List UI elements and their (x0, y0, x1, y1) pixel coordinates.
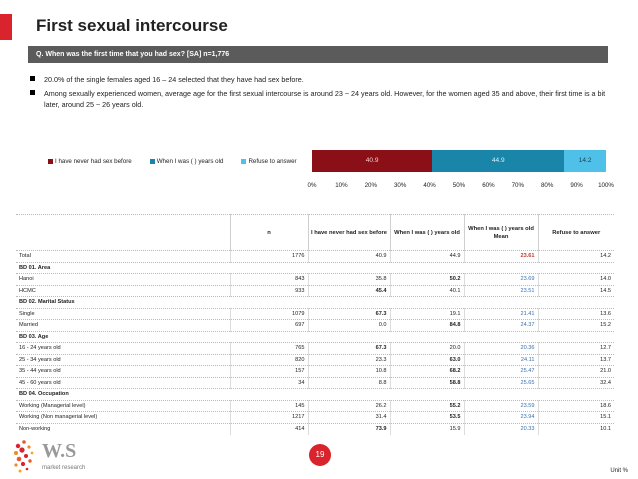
cell-mean: 25.65 (464, 377, 538, 389)
row-label: Total (16, 251, 230, 263)
table-row (16, 377, 614, 389)
row-label: HCMC (16, 285, 230, 297)
table-section-row (16, 389, 614, 401)
page-number: 19 (309, 444, 331, 466)
legend-item (241, 158, 296, 165)
header-n: n (230, 215, 308, 251)
question-banner: Q. When was the first time that you had sex? [SA] n=1,776 (28, 46, 608, 63)
table-section-row (16, 262, 614, 274)
tick-label: 80% (540, 182, 554, 189)
section-label: BD 01. Area (16, 262, 614, 274)
cell-never: 67.3 (308, 308, 390, 320)
row-label: 16 - 24 years old (16, 343, 230, 355)
square-bullet-icon (30, 90, 35, 95)
page-title: First sexual intercourse (36, 16, 228, 35)
cell-n: 1079 (230, 308, 308, 320)
legend-item (48, 158, 132, 165)
table-row (16, 274, 614, 286)
cell-n: 843 (230, 274, 308, 286)
finding-item (30, 88, 614, 110)
row-label: Hanoi (16, 274, 230, 286)
table-row (16, 251, 614, 263)
cell-mean: 23.94 (464, 412, 538, 424)
row-label: 35 - 44 years old (16, 366, 230, 378)
x-axis (307, 182, 614, 192)
unit-label: Unit % (610, 468, 628, 474)
row-label: Single (16, 308, 230, 320)
tick-label: 100% (598, 182, 614, 189)
header-never: I have never had sex before (308, 215, 390, 251)
cell-n: 697 (230, 320, 308, 332)
cell-when: 84.8 (390, 320, 464, 332)
cell-when: 55.2 (390, 400, 464, 412)
stacked-bar (312, 150, 606, 172)
cell-refuse: 32.4 (538, 377, 614, 389)
table-row (16, 343, 614, 355)
key-findings (30, 74, 614, 113)
table-row (16, 320, 614, 332)
header-blank (16, 215, 230, 251)
tick-label: 0% (307, 182, 317, 189)
cell-n: 145 (230, 400, 308, 412)
legend-swatch (241, 159, 246, 164)
cell-never: 31.4 (308, 412, 390, 424)
cell-mean: 23.51 (464, 285, 538, 297)
legend-label: I have never had sex before (55, 158, 132, 165)
cell-never: 10.8 (308, 366, 390, 378)
section-label: BD 02. Marital Status (16, 297, 614, 309)
cell-refuse: 14.2 (538, 251, 614, 263)
cell-never: 45.4 (308, 285, 390, 297)
table-row (16, 412, 614, 424)
cell-when: 15.9 (390, 423, 464, 435)
cell-mean: 23.59 (464, 400, 538, 412)
row-label: Married (16, 320, 230, 332)
cell-when: 20.0 (390, 343, 464, 355)
table-row (16, 354, 614, 366)
cell-when: 44.9 (390, 251, 464, 263)
row-label: 45 - 60 years old (16, 377, 230, 389)
cell-n: 820 (230, 354, 308, 366)
logo-subtitle: market research (42, 465, 86, 471)
cell-refuse: 14.5 (538, 285, 614, 297)
legend-swatch (48, 159, 53, 164)
table-section-row (16, 297, 614, 309)
stacked-bar-chart (28, 140, 618, 200)
cell-n: 1217 (230, 412, 308, 424)
row-label: Working (Managerial level) (16, 400, 230, 412)
section-label: BD 03. Age (16, 331, 614, 343)
cell-refuse: 14.0 (538, 274, 614, 286)
cell-never: 8.8 (308, 377, 390, 389)
logo-dots-icon (12, 438, 42, 476)
bar-segment: 44.9 (432, 150, 564, 172)
tick-label: 60% (482, 182, 495, 189)
cell-mean: 23.69 (464, 274, 538, 286)
cell-mean: 23.61 (464, 251, 538, 263)
finding-item (30, 74, 614, 85)
chart-legend (48, 158, 315, 165)
cell-when: 53.5 (390, 412, 464, 424)
tick-label: 70% (511, 182, 524, 189)
cell-when: 68.2 (390, 366, 464, 378)
cell-never: 40.9 (308, 251, 390, 263)
cell-n: 34 (230, 377, 308, 389)
row-label: 25 - 34 years old (16, 354, 230, 366)
header-when: When I was ( ) years old (390, 215, 464, 251)
tick-label: 50% (452, 182, 466, 189)
cell-when: 58.8 (390, 377, 464, 389)
cell-mean: 20.36 (464, 343, 538, 355)
finding-text: 20.0% of the single females aged 16 – 24 selected that they have had sex before. (44, 75, 304, 84)
cell-refuse: 12.7 (538, 343, 614, 355)
header-refuse: Refuse to answer (538, 215, 614, 251)
bar-segment: 14.2 (564, 150, 606, 172)
row-label: Working (Non managerial level) (16, 412, 230, 424)
cell-n: 414 (230, 423, 308, 435)
table-row (16, 400, 614, 412)
cell-when: 40.1 (390, 285, 464, 297)
section-label: BD 04. Occupation (16, 389, 614, 401)
legend-label: Refuse to answer (248, 158, 297, 165)
cell-mean: 24.11 (464, 354, 538, 366)
cell-refuse: 15.1 (538, 412, 614, 424)
legend-label: When I was ( ) years old (156, 158, 224, 165)
tick-label: 10% (335, 182, 348, 189)
footer (0, 430, 638, 479)
table-row (16, 308, 614, 320)
cell-when: 63.0 (390, 354, 464, 366)
cell-when: 50.2 (390, 274, 464, 286)
cell-mean: 24.37 (464, 320, 538, 332)
cell-mean: 20.33 (464, 423, 538, 435)
cell-refuse: 10.1 (538, 423, 614, 435)
cell-never: 67.3 (308, 343, 390, 355)
tick-label: 40% (423, 182, 436, 189)
cell-never: 26.2 (308, 400, 390, 412)
bar-segment: 40.9 (312, 150, 432, 172)
square-bullet-icon (30, 76, 35, 81)
legend-swatch (150, 159, 155, 164)
cell-never: 0.0 (308, 320, 390, 332)
company-logo (12, 438, 92, 478)
cell-never: 23.3 (308, 354, 390, 366)
table-header-row (16, 215, 614, 251)
cell-when: 19.1 (390, 308, 464, 320)
cell-mean: 25.47 (464, 366, 538, 378)
tick-label: 20% (364, 182, 377, 189)
row-label: Non-working (16, 423, 230, 435)
tick-label: 30% (393, 182, 407, 189)
crosstab-table (16, 214, 614, 435)
cell-n: 765 (230, 343, 308, 355)
cell-n: 933 (230, 285, 308, 297)
cell-n: 157 (230, 366, 308, 378)
cell-refuse: 13.6 (538, 308, 614, 320)
table-row (16, 285, 614, 297)
header-mean: When I was ( ) years old Mean (464, 215, 538, 251)
cell-refuse: 21.0 (538, 366, 614, 378)
accent-bar (0, 14, 12, 40)
table-row (16, 366, 614, 378)
cell-never: 73.9 (308, 423, 390, 435)
cell-n: 1776 (230, 251, 308, 263)
tick-label: 90% (570, 182, 583, 189)
cell-never: 35.8 (308, 274, 390, 286)
table-section-row (16, 331, 614, 343)
cell-refuse: 13.7 (538, 354, 614, 366)
cell-refuse: 15.2 (538, 320, 614, 332)
legend-item (150, 158, 224, 165)
logo-word: W.S (42, 440, 77, 462)
cell-mean: 21.41 (464, 308, 538, 320)
cell-refuse: 18.6 (538, 400, 614, 412)
finding-text: Among sexually experienced women, average age for the first sexual intercourse is around 23 ~ 24 years old. However, for the women aged 35 and above, their first time is a bit later, around 25 ~ 26 years old. (44, 89, 606, 109)
